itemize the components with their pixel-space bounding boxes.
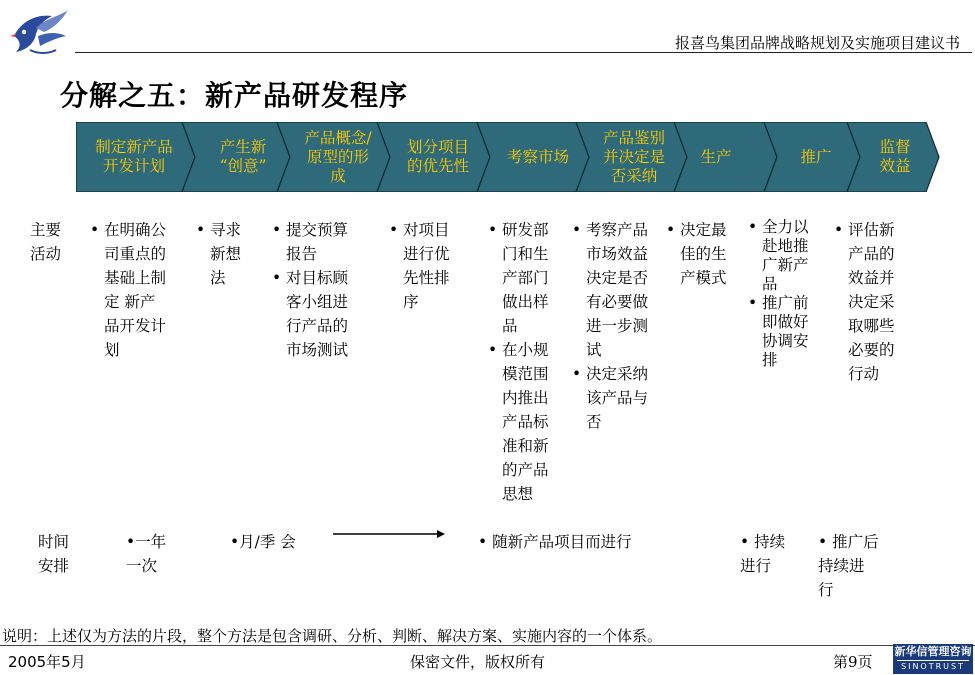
list-item: • 研发部 门和生 产部门 做出样 品 [488, 218, 568, 338]
step-label-market: 考察市场 [506, 147, 569, 166]
bird-logo-icon [8, 6, 70, 58]
list-item: • 全力以 赴地推 广新产 品 [748, 218, 828, 294]
schedule-continuous: • 持续 进行 [740, 533, 786, 575]
step-label-plan: 制定新产品 开发计划 [95, 138, 173, 175]
list-item: • 寻求 新想 法 [196, 218, 260, 290]
step-label-produce: 生产 [700, 147, 732, 166]
activities-row-label: 主要 活动 [30, 221, 62, 263]
header-divider [75, 52, 972, 53]
list-item: • 对目标顾 客小组进 行产品的 市场测试 [272, 266, 372, 362]
step-label-priority: 划分项目 的优先性 [406, 138, 469, 175]
footnote: 说明：上述仅为方法的片段，整个方法是包含调研、分析、判断、解决方案、实施内容的一个体系。 [2, 627, 663, 645]
step-label-promote: 推广 [800, 147, 832, 166]
logo-en-text: SINOTRUST [897, 660, 969, 673]
list-item: • 推广前 即做好 协调安 排 [748, 294, 828, 370]
activities-col-concept [272, 218, 372, 362]
step-label-concept: 产品概念/ 原型的形 成 [304, 128, 372, 185]
logo-cn-text: 新华信管理咨询 [894, 645, 972, 658]
step-label-ideas: 产生新 “创意” [219, 138, 267, 175]
activities-col-promote [748, 218, 828, 370]
list-item: • 对项目 进行优 先性排 序 [389, 218, 469, 314]
schedule-after-promotion: • 推广后 持续进 行 [818, 533, 879, 599]
page-title: 分解之五：新产品研发程序 [60, 79, 409, 112]
footer-date: 2005年5月 [8, 653, 86, 671]
document-title: 报喜鸟集团品牌战略规划及实施项目建议书 [674, 34, 960, 52]
activities-col-market [488, 218, 568, 506]
schedule-yearly: •一年 一次 [126, 533, 167, 575]
list-item: • 考察产品 市场效益 决定是否 有必要做 进一步测 试 [572, 218, 668, 362]
list-item: • 决定最 佳的生 产模式 [666, 218, 746, 290]
activities-col-evaluate [572, 218, 668, 434]
footer-divider [0, 645, 975, 646]
activities-col-produce [666, 218, 746, 290]
list-item: • 提交预算 报告 [272, 218, 372, 266]
activities-col-priority [389, 218, 469, 314]
step-label-monitor: 监督 效益 [879, 138, 911, 175]
list-item: • 决定采纳 该产品与 否 [572, 362, 668, 434]
sinotrust-logo [893, 644, 973, 674]
footer-confidential: 保密文件，版权所有 [410, 653, 546, 671]
page-number: 第9页 [833, 653, 873, 671]
list-item: • 在小规 模范围 内推出 产品标 准和新 的产品 思想 [488, 338, 568, 506]
right-arrow-icon [333, 527, 445, 541]
activities-col-ideas [196, 218, 260, 290]
step-label-evaluate: 产品鉴别 并决定是 否采纳 [602, 128, 665, 185]
schedule-monthly: •月/季 会 [230, 533, 296, 551]
schedule-with-projects: • 随新产品项目而进行 [478, 533, 632, 551]
activities-col-plan [90, 218, 190, 362]
list-item: • 在明确公 司重点的 基础上制 定 新产 品开发计 划 [90, 218, 190, 362]
list-item: • 评估新 产品的 效益并 决定采 取哪些 必要的 行动 [834, 218, 914, 386]
schedule-row-label: 时间 安排 [38, 533, 70, 575]
activities-col-monitor [834, 218, 914, 386]
